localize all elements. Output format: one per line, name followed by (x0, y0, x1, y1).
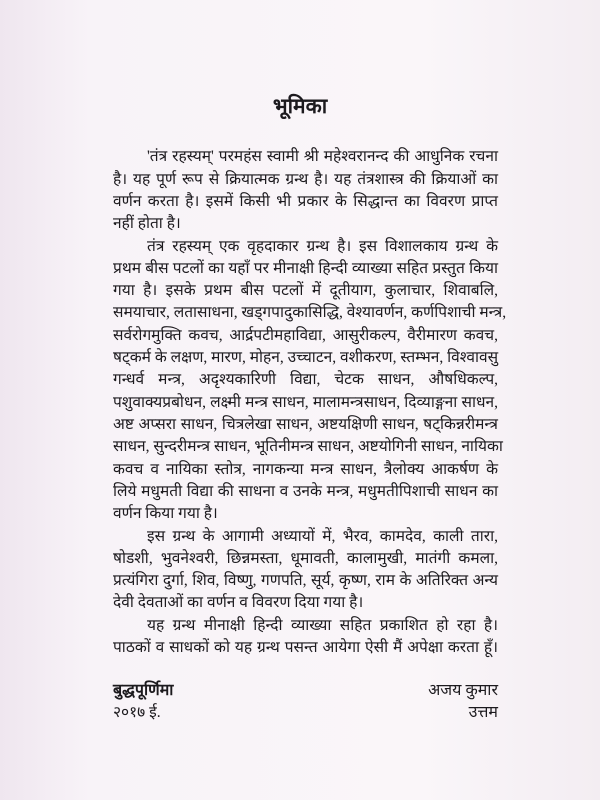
text-line: अष्ट अप्सरा साधन, चित्रलेखा साधन, अष्टयक्षिणी साधन, षट्किन्नरीमन्त्र (113, 416, 498, 433)
text-line: प्रथम बीस पटलों का यहाँ पर मीनाक्षी हिन्दी व्याख्या सहित प्रस्तुत किया (113, 260, 498, 277)
date-label: २०१७ ई. (113, 704, 161, 721)
text-line: देवी देवताओं का वर्णन व विवरण दिया गया है। (113, 594, 364, 611)
page-title: भूमिका (272, 94, 328, 118)
text-line: तंत्र रहस्यम् एक वृहदाकार ग्रन्थ है। इस विशालकाय ग्रन्थ के (147, 238, 498, 255)
text-line: कवच व नायिका स्तोत्र, नागकन्या मन्त्र साधन, त्रैलोक्य आकर्षण के (113, 461, 498, 478)
text-line: गया है। इसके प्रथम बीस पटलों में दूतीयाग, कुलाचार, शिवाबलि, (113, 282, 498, 299)
text-line: नहीं होता है। (113, 215, 181, 232)
text-line: प्रत्यंगिरा दुर्गा, शिव, विष्णु, गणपति, सूर्य, कृष्ण, राम के अतिरिक्त अन्य (113, 572, 498, 589)
text-line: साधन, सुन्दरीमन्त्र साधन, भूतिनीमन्त्र साधन, अष्टयोगिनी साधन, नायिका (113, 438, 503, 455)
text-line: सर्वरोगमुक्ति कवच, आर्द्रपटीमहाविद्या, आसुरीकल्प, वैरीमारण कवच, (113, 327, 498, 344)
text-line: पाठकों व साधकों को यह ग्रन्थ पसन्त आयेगा ऐसी मैं अपेक्षा करता हूँ। (113, 639, 498, 656)
text-line: समयाचार, लतासाधना, खड्गपादुकासिद्धि, वेश्यावर्णन, कर्णपिशाची मन्त्र, (113, 304, 507, 321)
text-line: इस ग्रन्थ के आगामी अध्यायों में, भैरव, कामदेव, काली तारा, (147, 528, 498, 545)
author-name: अजय कुमार उत्तम (428, 682, 498, 721)
text-line: वर्णन किया गया है। (113, 505, 218, 522)
text-line: षोडशी, भुवनेश्वरी, छिन्नमस्ता, धूमावती, कालामुखी, मातंगी कमला, (113, 550, 498, 567)
text-line: लिये मधुमती विद्या की साधना व उनके मन्त्र, मधुमतीपिशाची साधन का (113, 483, 498, 500)
text-line: वर्णन करता है। इसमें किसी भी प्रकार के सिद्धान्त का विवरण प्राप्त (113, 193, 498, 210)
text-line: षट्कर्म के लक्षण, मारण, मोहन, उच्चाटन, वशीकरण, स्तम्भन, विश्वावसु (113, 349, 499, 366)
text-line: 'तंत्र रहस्यम्' परमहंस स्वामी श्री महेश्वरानन्द की आधुनिक रचना (147, 148, 498, 165)
text-line: यह ग्रन्थ मीनाक्षी हिन्दी व्याख्या सहित प्रकाशित हो रहा है। (147, 617, 498, 634)
text-line: पशुवाक्यप्रबोधन, लक्ष्मी मन्त्र साधन, मालामन्त्रसाधन, दिव्याङ्गना साधन, (113, 394, 498, 411)
text-line: है। यह पूर्ण रूप से क्रियात्मक ग्रन्थ है। यह तंत्रशास्त्र की क्रियाओं का (113, 171, 498, 188)
text-line: गन्धर्व मन्त्र, अदृश्यकारिणी विद्या, चेटक साधन, औषधिकल्प, (113, 371, 498, 388)
occasion-label: बुद्धपूर्णिमा (113, 682, 174, 699)
